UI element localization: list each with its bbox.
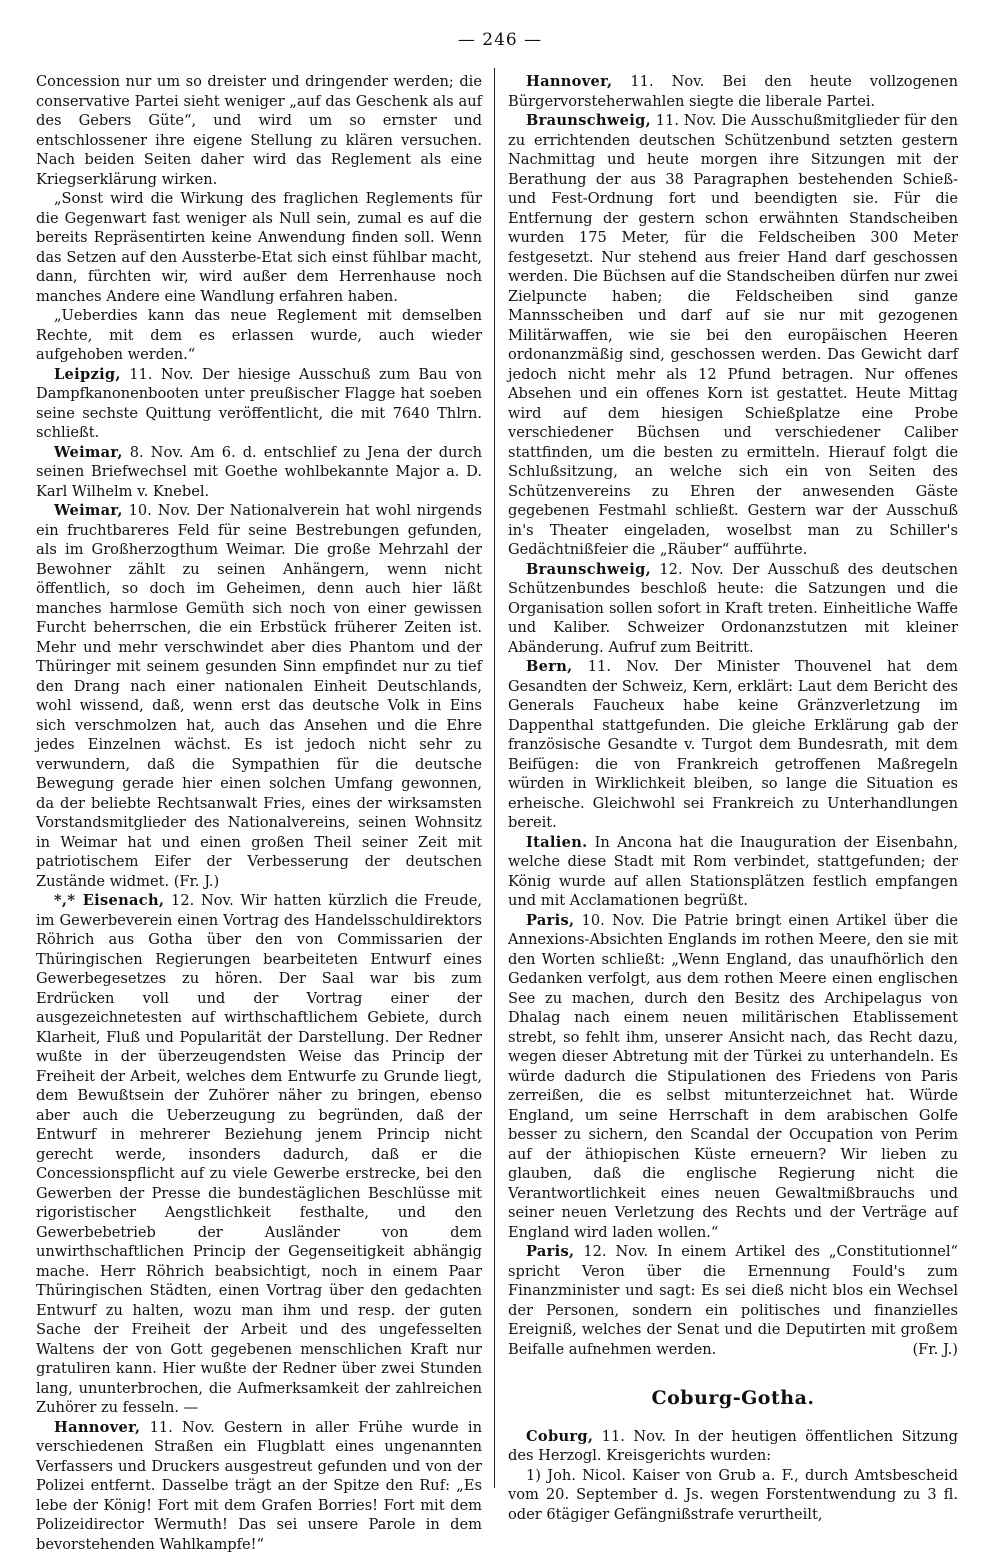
news-item-braunschweig-2 xyxy=(508,560,958,658)
right-column xyxy=(508,72,958,1492)
news-body: 12. Nov. Wir hatten kürzlich die Freude, im Gewerbeverein einen Vortrag des Handelsschuldirektors Röhrich aus Gotha über den von Commissarien der Thüringischen Regierungen bearbeiteten Entwurf eines Gewerbegesetzes zu hören. Der Saal war bis zum Erdrücken voll und der Vortrag einer der ausgezeichnetesten auf wirthschaftlichem Gebiete, durch Klarheit, Fluß und Popularität der Darstellung. Der Redner wußte in der überzeugendsten Weise das Princip der Freiheit der Arbeit, welches dem Entwurfe zu Grunde liegt, dem Bewußtsein der Zuhörer näher zu bringen, ebenso aber auch die Ueberzeugung zu begründen, daß der Entwurf in mehrerer Beziehung jenem Princip nicht gerecht werde, insonders dadurch, daß er die Concessionspflicht auf zu viele Gewerbe erstrecke, bei den Gewerben der Presse die bundestäglichen Beschlüsse mit rigoristischer Aengstlichkeit festhalte, und den Gewerbebetrieb der Ausländer von dem unwirthschaftlichen Princip der Gegenseitigkeit abhängig mache. Herr Röhrich beabsichtigt, noch in einem Paar Thüringischen Städten, einen Vortrag über den gedachten Entwurf zu halten, wozu man ihm und resp. der guten Sache der Freiheit der Arbeit und des ungefesselten Waltens der von Gott gegebenen menschlichen Kraft nur gratuliren kann. Hier wußte der Redner über zwei Stunden lang, ununterbrochen, die Aufmerksamkeit der zahlreichen Zuhörer zu fesseln. — xyxy=(36,892,482,1416)
news-body: 10. Nov. Die Patrie bringt einen Artikel über die Annexions-Absichten Englands im rothen Meere, den sie mit den Worten schließt: „Wenn England, das unaufhörlich den Gedanken verfolgt, aus dem rothen Meere einen englischen See zu machen, durch den Besitz des Archipelagus von Dhalag nach einem neuen militärischen Etablissement strebt, so fehlt ihm, unserer Ansicht nach, das Recht dazu, wegen dieser Abtretung mit der Türkei zu unterhandeln. Es würde dadurch die Stipulationen des Friedens von Paris zerreißen, die es selbst mitunterzeichnet hat. Würde England, um seine Herrschaft in dem arabischen Golfe besser zu sichern, den Scandal der Occupation von Perim auf der äthiopischen Küste erneuern? Wir lieben zu glauben, daß die englische Regierung nicht die Verantwortlichkeit eines neuen Gewaltmißbrauchs und seiner neuen Verletzung des Rechts und der Verträge auf England wird laden wollen.“ xyxy=(508,912,958,1241)
verdict-list-item: 1) Joh. Nicol. Kaiser von Grub a. F., durch Amtsbescheid vom 20. September d. Js. wegen Forstentwendung zu 3 fl. oder 6tägiger Gefängnißstrafe verurtheilt, xyxy=(508,1466,958,1525)
news-item-hannover-2 xyxy=(508,72,958,111)
news-item-weimar-1 xyxy=(36,443,482,502)
news-item-leipzig xyxy=(36,365,482,443)
news-item-bern xyxy=(508,657,958,833)
news-body: 11. Nov. Gestern in aller Frühe wurde in verschiedenen Straßen ein Flugblatt eines ungenannten Verfassers und Druckers ausgestreut gefunden und von der Polizei entfernt. Dasselbe trägt an der Spitze den Ruf: „Es lebe der König! Fort mit dem Grafen Borries! Fort mit dem Polizeidirector Wermuth! Das sei unsere Parole in dem bevorstehenden Wahlkampfe!“ xyxy=(36,1419,482,1553)
dateline: Leipzig, xyxy=(54,366,121,383)
dateline: Hannover, xyxy=(54,1419,140,1436)
column-divider xyxy=(494,68,495,1488)
article-paragraph: „Ueberdies kann das neue Reglement mit demselben Rechte, mit dem es erlassen wurde, auch wieder aufgehoben werden.“ xyxy=(36,306,482,365)
article-paragraph: Concession nur um so dreister und dringender werden; die conservative Partei sieht weniger „auf das Geschenk als auf des Gebers Güte“, und wird um so ernster und entschlossener ihre eigene Stellung zu klären versuchen. Nach beiden Seiten daher wird das Reglement als eine Kriegserklärung wirken. xyxy=(36,72,482,189)
news-body: 10. Nov. Der Nationalverein hat wohl nirgends ein fruchtbareres Feld für seine Bestrebungen gefunden, als im Großherzogthum Weimar. Die große Mehrzahl der Bewohner zählt zu seinen Anhängern, wenn nicht öffentlich, so doch im Geheimen, denn auch hier läßt manches harmlose Gemüth sich noch von einer gewissen Furcht beherrschen, die ein Erbstück früherer Zeiten ist. Mehr und mehr verschwindet aber dies Phantom und der Thüringer mit seinem gesunden Sinn empfindet nur zu tief den Drang nach einer nationalen Einheit Deutschlands, wohl wissend, daß, wenn erst das deutsche Volk in Eins sich verschmolzen hat, auch das Ansehen und die Ehre jedes Einzelnen wächst. Es ist jedoch nicht sehr zu verwundern, daß die Sympathien für die deutsche Bewegung gerade hier einen solchen Umfang gewonnen, da der beliebte Rechtsanwalt Fries, eines der wirksamsten Vorstandsmitglieder des Nationalvereins, seinen Wohnsitz in Weimar hat und einen großen Theil seiner Zeit mit patriotischem Eifer der Verbesserung der deutschen Zustände widmet. xyxy=(36,502,482,890)
news-item-hannover-1 xyxy=(36,1418,482,1554)
news-item-italien xyxy=(508,833,958,911)
dateline: Weimar, xyxy=(54,444,123,461)
news-item-weimar-2 xyxy=(36,501,482,891)
news-body: 12. Nov. In einem Artikel des „Constitutionnel“ spricht Veron über die Ernennung Fould's zum Finanzminister und sagt: Es sei dieß nicht blos ein Wechsel der Personen, sondern ein politisches und finanzielles Ereigniß, welches der Senat und die Deputirten mit großem Beifalle aufnehmen werden. xyxy=(508,1243,958,1358)
article-paragraph: „Sonst wird die Wirkung des fraglichen Reglements für die Gegenwart fast weniger als Null sein, zumal es auf die bereits Repräsentirten keine Anwendung finden soll. Wenn das Setzen auf den Aussterbe-Etat sich einst fühlbar macht, dann, fürchten wir, wird außer dem Herrenhause noch manches Andere eine Wandlung erfahren haben. xyxy=(36,189,482,306)
dateline: Weimar, xyxy=(54,502,123,519)
news-item-paris-1 xyxy=(508,911,958,1243)
news-item-coburg xyxy=(508,1427,958,1466)
source-signature: (Fr. J.) xyxy=(894,1340,958,1360)
news-body: 11. Nov. Bei den heute vollzogenen Bürgervorsteherwahlen siegte die liberale Partei. xyxy=(508,73,958,110)
left-column xyxy=(36,72,482,1492)
dateline: Braunschweig, xyxy=(526,561,651,578)
news-body: 11. Nov. Die Ausschußmitglieder für den zu errichtenden deutschen Schützenbund setzten gestern Nachmittag und heute morgen ihre Sitzungen mit der Berathung der aus 38 Paragraphen bestehenden Schieß- und Fest-Ordnung fort und beendigten sie. Für die Entfernung der gestern schon erwähnten Standscheiben wurden 175 Meter, für die Feldscheiben 300 Meter festgesetzt. Nur stehend aus freier Hand darf geschossen werden. Die Büchsen auf die Standscheiben dürfen nur zwei Zielpuncte haben; die Feldscheiben sind ganze Mannsscheiben und darf auf sie nur mit gezogenen Militärwaffen, wie sie bei den europäischen Heeren ordonanzmäßig sind, geschossen werden. Das Gewicht darf jedoch nicht mehr als 12 Pfund betragen. Nur offenes Absehen und ein offenes Korn ist gestattet. Heute Mittag wird auf dem hiesigen Schießplatze eine Probe verschiedener Büchsen und verschiedener Caliber stattfinden, um die besten zu ermitteln. Hierauf folgt die Schlußsitzung, an welche sich ein von Seiten des Schützenvereins zu Ehren der anwesenden Gäste gegebenen Festmahl schließt. Gestern war der Ausschuß in's Theater eingeladen, woselbst man zu Schiller's Gedächtnißfeier die „Räuber“ aufführte. xyxy=(508,112,958,558)
dateline: Hannover, xyxy=(526,73,612,90)
news-body: 11. Nov. Der hiesige Ausschuß zum Bau von Dampfkanonenbooten unter preußischer Flagge hat soeben seine sechste Quittung veröffentlicht, die mit 7640 Thlrn. schließt. xyxy=(36,366,482,442)
news-body: 11. Nov. In der heutigen öffentlichen Sitzung des Herzogl. Kreisgerichts wurden: xyxy=(508,1428,958,1465)
section-heading: Coburg-Gotha. xyxy=(508,1389,958,1409)
page-number: — 246 — xyxy=(0,30,1000,50)
news-item-paris-2 xyxy=(508,1242,958,1359)
dateline: Braunschweig, xyxy=(526,112,651,129)
dateline: Bern, xyxy=(526,658,573,675)
source-signature: (Fr. J.) xyxy=(174,873,220,890)
dateline: Coburg, xyxy=(526,1428,593,1445)
dateline: Italien. xyxy=(526,834,588,851)
dateline: Paris, xyxy=(526,1243,574,1260)
dateline: Paris, xyxy=(526,912,574,929)
news-body: 12. Nov. Der Ausschuß des deutschen Schützenbundes beschloß heute: die Satzungen und die Organisation sollen sofort in Kraft treten. Einheitliche Waffe und Kaliber. Schweizer Ordonanzstutzen mit kleiner Abänderung. Aufruf zum Beitritt. xyxy=(508,561,958,656)
news-item-braunschweig-1 xyxy=(508,111,958,560)
news-body: 8. Nov. Am 6. d. entschlief zu Jena der durch seinen Briefwechsel mit Goethe wohlbekannte Major a. D. Karl Wilhelm v. Knebel. xyxy=(36,444,482,500)
news-body: 11. Nov. Der Minister Thouvenel hat dem Gesandten der Schweiz, Kern, erklärt: Laut dem Bericht des Generals Faucheux habe keine Gränzverletzung im Dappenthal stattgefunden. Die gleiche Erklärung gab der französische Gesandte v. Turgot dem Bundesrath, mit dem Beifügen: die von Frankreich getroffenen Maßregeln würden in Wirklichkeit bleiben, so lange die Situation es erheische. Gleichwohl sei Frankreich zu Unterhandlungen bereit. xyxy=(508,658,958,831)
news-item-eisenach xyxy=(36,891,482,1418)
news-body: In Ancona hat die Inauguration der Eisenbahn, welche diese Stadt mit Rom verbindet, stattgefunden; der König wurde auf allen Stationsplätzen festlich empfangen und mit Acclamationen begrüßt. xyxy=(508,834,958,910)
dateline: *,* Eisenach, xyxy=(54,892,164,909)
